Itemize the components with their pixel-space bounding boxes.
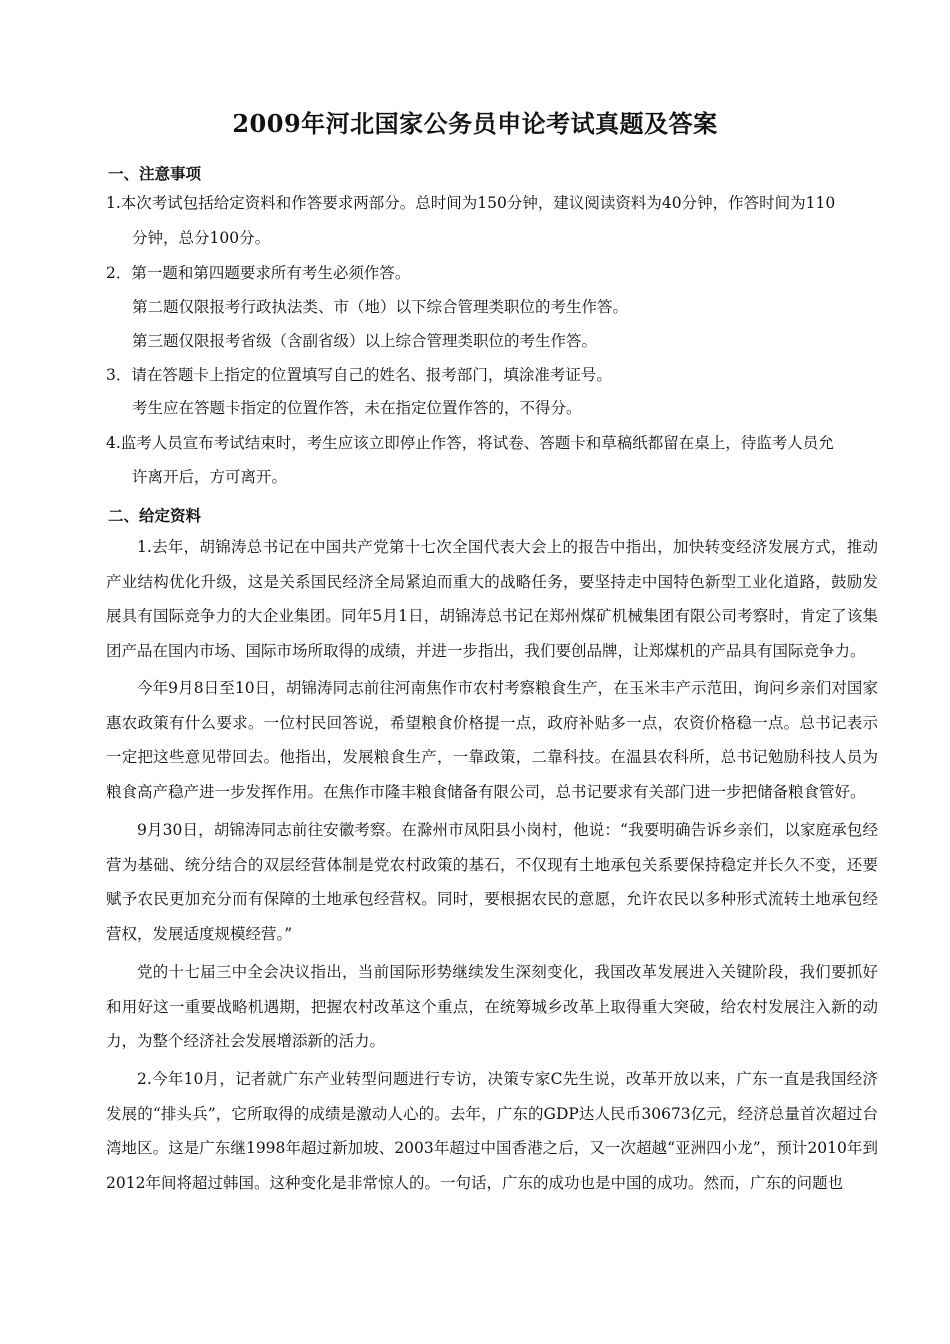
material-paragraph-2: 今年9月8日至10日，胡锦涛同志前往河南焦作市农村考察粮食生产，在玉米丰产示范田，询问乡亲们对国家惠农政策有什么要求。一位村民回答说，希望粮食价格提一点，政府补贴多一点，农资价格稳一点。总书记表示一定把这些意见带回去。他指出，发展粮食生产，一靠政策，二靠科技。在温县农科所，总书记勉励科技人员为粮食高产稳产进一步发挥作用。在焦作市隆丰粮食储备有限公司，总书记要求有关部门进一步把储备粮食管好。 — [106, 679, 878, 801]
note-item-4-line-2: 许离开后，方可离开。 — [132, 468, 288, 486]
note-item-3-line-1: 3．请在答题卡上指定的位置填写自己的姓名、报考部门，填涂准考证号。 — [106, 366, 612, 384]
section-heading-notes: 一、注意事项 — [108, 164, 202, 183]
material-paragraph-1: 1.去年，胡锦涛总书记在中国共产党第十七次全国代表大会上的报告中指出，加快转变经济发展方式，推动产业结构优化升级，这是关系国民经济全局紧迫而重大的战略任务，要坚持走中国特色新型工业化道路，鼓励发展具有国际竞争力的大企业集团。同年5月1日，胡锦涛总书记在郑州煤矿机械集团有限公司考察时，肯定了该集团产品在国内市场、国际市场所取得的成绩，并进一步指出，我们要创品牌，让郑煤机的产品具有国际竞争力。 — [106, 538, 878, 660]
note-item-2-line-3: 第三题仅限报考省级（含副省级）以上综合管理类职位的考生作答。 — [132, 332, 598, 350]
note-item-2-line-2: 第二题仅限报考行政执法类、市（地）以下综合管理类职位的考生作答。 — [132, 298, 629, 316]
note-item-4-line-1: 4.监考人员宣布考试结束时，考生应该立即停止作答，将试卷、答题卡和草稿纸都留在桌上，待监考人员允 — [106, 434, 834, 452]
material-paragraph-4: 党的十七届三中全会决议指出，当前国际形势继续发生深刻变化，我国改革发展进入关键阶段，我们要抓好和用好这一重要战略机遇期，把握农村改革这个重点，在统筹城乡改革上取得重大突破，给农村发展注入新的动力，为整个经济社会发展增添新的活力。 — [106, 963, 878, 1051]
document-title: 2009年河北国家公务员申论考试真题及答案 — [232, 109, 718, 138]
note-item-1-line-1: 1.本次考试包括给定资料和作答要求两部分。总时间为150分钟，建议阅读资料为40分钟，作答时间为110 — [106, 194, 836, 212]
material-paragraph-5: 2.今年10月，记者就广东产业转型问题进行专访，决策专家C先生说，改革开放以来，广东一直是我国经济发展的“排头兵”，它所取得的成绩是激动人心的。去年，广东的GDP达人民币30673亿元，经济总量首次超过台湾地区。这是广东继1998年超过新加坡、2003年超过中国香港之后，又一次超越“亚洲四小龙”，预计2010年到2012年间将超过韩国。这种变化是非常惊人的。一句话，广东的成功也是中国的成功。然而，广东的问题也 — [106, 1070, 878, 1192]
note-item-1-line-2: 分钟，总分100分。 — [132, 229, 271, 247]
note-item-2-line-1: 2．第一题和第四题要求所有考生必须作答。 — [106, 264, 411, 282]
material-paragraph-3: 9月30日，胡锦涛同志前往安徽考察。在滁州市凤阳县小岗村，他说：“我要明确告诉乡亲们，以家庭承包经营为基础、统分结合的双层经营体制是党农村政策的基石，不仅现有土地承包关系要保持稳定并长久不变，还要赋予农民更加充分而有保障的土地承包经营权。同时，要根据农民的意愿，允许农民以多种形式流转土地承包经营权，发展适度规模经营。” — [106, 821, 878, 943]
note-item-3-line-2: 考生应在答题卡指定的位置作答，未在指定位置作答的，不得分。 — [132, 399, 582, 417]
section-heading-materials: 二、给定资料 — [108, 506, 202, 525]
